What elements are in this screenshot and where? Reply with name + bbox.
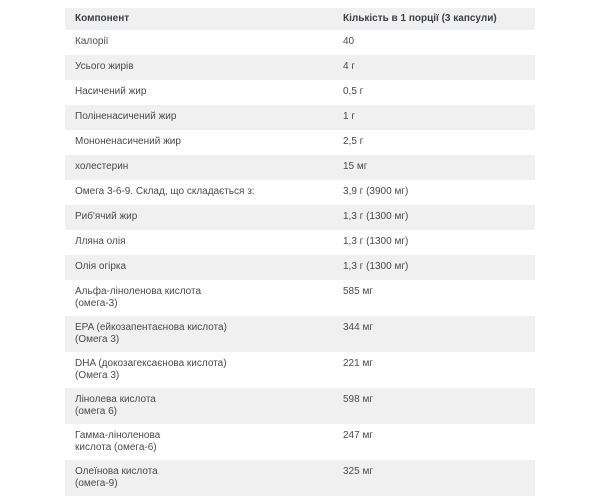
table-row (65, 55, 535, 80)
table-row (65, 388, 535, 424)
amount-cell: 247 мг (343, 430, 373, 441)
amount-cell: 1,3 г (1300 мг) (343, 261, 409, 272)
table-body (65, 30, 535, 496)
component-cell: Альфа-ліноленова кислота (омега-3) (75, 286, 202, 309)
amount-cell: 4 г (343, 61, 355, 72)
component-cell: Усього жирів (75, 61, 134, 72)
amount-cell: 15 мг (343, 161, 368, 172)
header-component-column: Компонент (75, 13, 130, 24)
amount-cell: 325 мг (343, 466, 373, 477)
table-row (65, 280, 535, 316)
amount-cell: 1,3 г (1300 мг) (343, 211, 409, 222)
amount-cell: 2,5 г (343, 136, 364, 147)
amount-cell: 344 мг (343, 322, 373, 333)
component-cell: Лляна олія (75, 236, 126, 247)
header-amount-column: Кількість в 1 порції (3 капсули) (343, 13, 497, 24)
component-cell: Калорії (75, 36, 109, 47)
table-row (65, 352, 535, 388)
table-row (65, 205, 535, 230)
component-cell: Насичений жир (75, 86, 147, 97)
table-row (65, 316, 535, 352)
table-row (65, 105, 535, 130)
component-cell: Поліненасичений жир (75, 111, 177, 122)
component-cell: Лінолева кислота (омега 6) (75, 394, 156, 417)
component-cell: Гамма-ліноленова кислота (омега-6) (75, 430, 161, 453)
amount-cell: 40 (343, 36, 355, 47)
table-row (65, 130, 535, 155)
amount-cell: 1,3 г (1300 мг) (343, 236, 409, 247)
table-header (65, 8, 535, 30)
nutrition-table (65, 8, 535, 496)
table-row (65, 424, 535, 460)
amount-cell: 3,9 г (3900 мг) (343, 186, 409, 197)
table-row (65, 30, 535, 55)
table-row (65, 255, 535, 280)
component-cell: Олеїнова кислота (омега-9) (75, 466, 158, 489)
component-cell: Мононенасичений жир (75, 136, 181, 147)
table-row (65, 460, 535, 496)
component-cell: DHA (докозагексаєнова кислота) (Омега 3) (75, 358, 227, 381)
table-row (65, 80, 535, 105)
table-row (65, 155, 535, 180)
amount-cell: 585 мг (343, 286, 373, 297)
component-cell: Риб'ячий жир (75, 211, 138, 222)
component-cell: Омега 3-6-9. Склад, що складається з: (75, 186, 255, 197)
component-cell: холестерин (75, 161, 129, 172)
amount-cell: 1 г (343, 111, 355, 122)
amount-cell: 598 мг (343, 394, 373, 405)
amount-cell: 221 мг (343, 358, 373, 369)
table-row (65, 180, 535, 205)
component-cell: EPA (ейкозапентаєнова кислота) (Омега 3) (75, 322, 227, 345)
component-cell: Олія огірка (75, 261, 127, 272)
amount-cell: 0,5 г (343, 86, 364, 97)
table-row (65, 230, 535, 255)
